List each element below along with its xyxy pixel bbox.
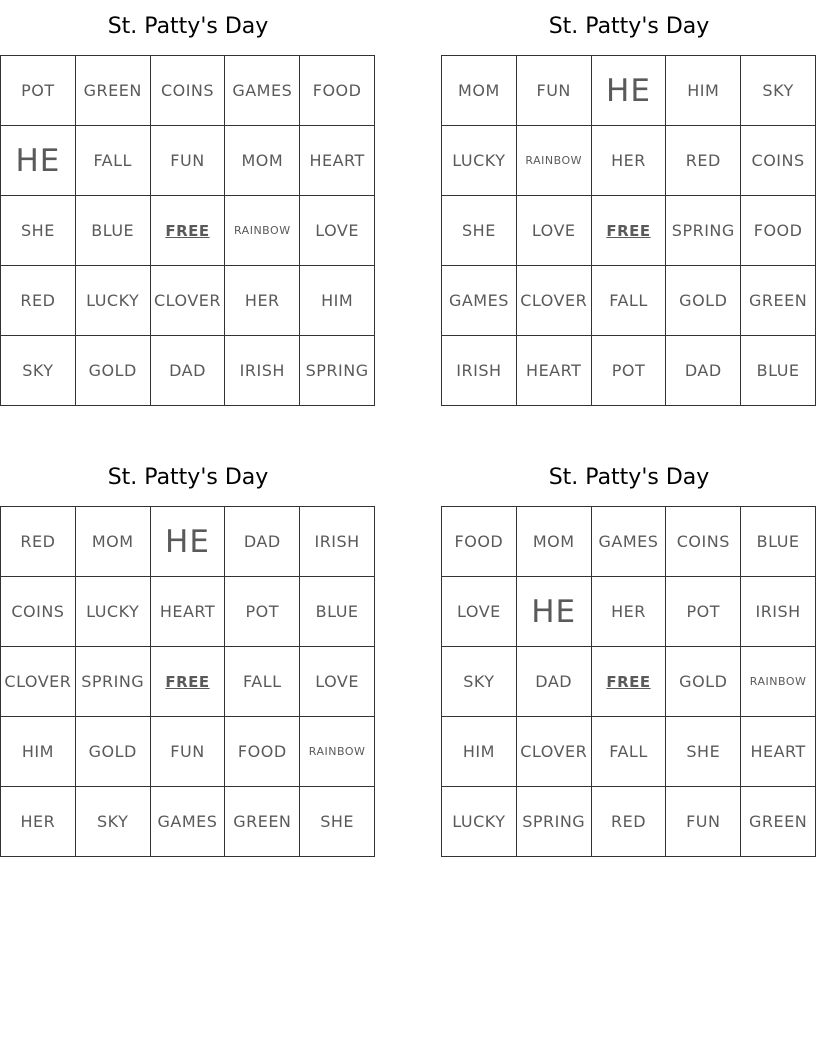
bingo-cell: GOLD <box>666 647 741 717</box>
bingo-cell: HE <box>1 126 76 196</box>
bingo-cell: HEART <box>151 577 226 647</box>
bingo-cell: RAINBOW <box>225 196 300 266</box>
bingo-cell: SKY <box>741 56 816 126</box>
free-space: FREE <box>151 196 226 266</box>
bingo-cell: FUN <box>151 717 226 787</box>
card-title: St. Patty's Day <box>107 465 269 490</box>
bingo-cell: GREEN <box>741 266 816 336</box>
bingo-cell: GOLD <box>76 717 151 787</box>
bingo-cell: CLOVER <box>1 647 76 717</box>
bingo-cell: COINS <box>1 577 76 647</box>
bingo-cell: SKY <box>1 336 76 406</box>
bingo-cell: GOLD <box>76 336 151 406</box>
bingo-cell: HIM <box>1 717 76 787</box>
bingo-cell: POT <box>225 577 300 647</box>
bingo-cell: RED <box>666 126 741 196</box>
bingo-cell: RAINBOW <box>300 717 375 787</box>
bingo-cell: LOVE <box>442 577 517 647</box>
bingo-cell: HEART <box>517 336 592 406</box>
bingo-grid <box>441 55 816 406</box>
bingo-cell: CLOVER <box>151 266 226 336</box>
card-title: St. Patty's Day <box>548 14 710 39</box>
free-space: FREE <box>592 196 667 266</box>
bingo-cell: RAINBOW <box>741 647 816 717</box>
bingo-cell: FUN <box>666 787 741 857</box>
bingo-cell: DAD <box>666 336 741 406</box>
bingo-cell: HE <box>517 577 592 647</box>
bingo-cell: FOOD <box>442 507 517 577</box>
bingo-grid <box>441 506 816 857</box>
bingo-cell: MOM <box>76 507 151 577</box>
bingo-cell: HIM <box>666 56 741 126</box>
bingo-cell: BLUE <box>741 507 816 577</box>
bingo-cell: IRISH <box>442 336 517 406</box>
bingo-cell: LUCKY <box>442 787 517 857</box>
free-space: FREE <box>592 647 667 717</box>
bingo-cell: RED <box>1 507 76 577</box>
bingo-cell: FALL <box>592 266 667 336</box>
free-space: FREE <box>151 647 226 717</box>
bingo-cell: RED <box>592 787 667 857</box>
bingo-cell: BLUE <box>300 577 375 647</box>
bingo-cell: HER <box>1 787 76 857</box>
bingo-cell: HIM <box>300 266 375 336</box>
bingo-cell: LUCKY <box>442 126 517 196</box>
bingo-cell: SPRING <box>76 647 151 717</box>
bingo-cell: SHE <box>300 787 375 857</box>
bingo-cell: FOOD <box>225 717 300 787</box>
bingo-cell: HEART <box>741 717 816 787</box>
bingo-cell: LOVE <box>300 647 375 717</box>
bingo-cell: MOM <box>225 126 300 196</box>
bingo-cell: SHE <box>666 717 741 787</box>
bingo-cell: GREEN <box>741 787 816 857</box>
bingo-cell: LOVE <box>300 196 375 266</box>
bingo-cell: MOM <box>442 56 517 126</box>
bingo-cell: HER <box>592 126 667 196</box>
bingo-cell: HIM <box>442 717 517 787</box>
bingo-cell: IRISH <box>300 507 375 577</box>
bingo-cell: SHE <box>442 196 517 266</box>
bingo-cell: GREEN <box>225 787 300 857</box>
bingo-cell: BLUE <box>76 196 151 266</box>
bingo-cell: IRISH <box>225 336 300 406</box>
bingo-cell: CLOVER <box>517 717 592 787</box>
bingo-cell: MOM <box>517 507 592 577</box>
bingo-cell: HE <box>151 507 226 577</box>
bingo-cell: SKY <box>76 787 151 857</box>
bingo-cell: RAINBOW <box>517 126 592 196</box>
bingo-cell: FALL <box>592 717 667 787</box>
bingo-cell: LUCKY <box>76 577 151 647</box>
bingo-cell: HER <box>225 266 300 336</box>
bingo-cell: FOOD <box>741 196 816 266</box>
bingo-cell: SPRING <box>300 336 375 406</box>
bingo-cell: GAMES <box>225 56 300 126</box>
bingo-cell: LOVE <box>517 196 592 266</box>
card-title: St. Patty's Day <box>107 14 269 39</box>
bingo-cell: POT <box>1 56 76 126</box>
bingo-cell: BLUE <box>741 336 816 406</box>
bingo-cell: COINS <box>151 56 226 126</box>
bingo-cell: POT <box>666 577 741 647</box>
bingo-cell: COINS <box>741 126 816 196</box>
bingo-cell: FOOD <box>300 56 375 126</box>
bingo-grid <box>0 506 375 857</box>
bingo-cell: SKY <box>442 647 517 717</box>
bingo-cell: SHE <box>1 196 76 266</box>
bingo-cell: HE <box>592 56 667 126</box>
bingo-cell: HER <box>592 577 667 647</box>
bingo-cell: GREEN <box>76 56 151 126</box>
bingo-cell: FUN <box>151 126 226 196</box>
bingo-cell: SPRING <box>666 196 741 266</box>
card-title: St. Patty's Day <box>548 465 710 490</box>
bingo-cell: POT <box>592 336 667 406</box>
bingo-cell: FALL <box>225 647 300 717</box>
bingo-cell: DAD <box>225 507 300 577</box>
bingo-cell: FALL <box>76 126 151 196</box>
bingo-cell: GOLD <box>666 266 741 336</box>
bingo-cell: COINS <box>666 507 741 577</box>
bingo-grid <box>0 55 375 406</box>
bingo-cell: DAD <box>151 336 226 406</box>
bingo-cell: RED <box>1 266 76 336</box>
bingo-cell: DAD <box>517 647 592 717</box>
bingo-cell: GAMES <box>592 507 667 577</box>
bingo-cell: FUN <box>517 56 592 126</box>
bingo-cell: SPRING <box>517 787 592 857</box>
bingo-cell: GAMES <box>442 266 517 336</box>
bingo-cell: LUCKY <box>76 266 151 336</box>
bingo-cell: GAMES <box>151 787 226 857</box>
bingo-cell: CLOVER <box>517 266 592 336</box>
bingo-cell: HEART <box>300 126 375 196</box>
bingo-cell: IRISH <box>741 577 816 647</box>
